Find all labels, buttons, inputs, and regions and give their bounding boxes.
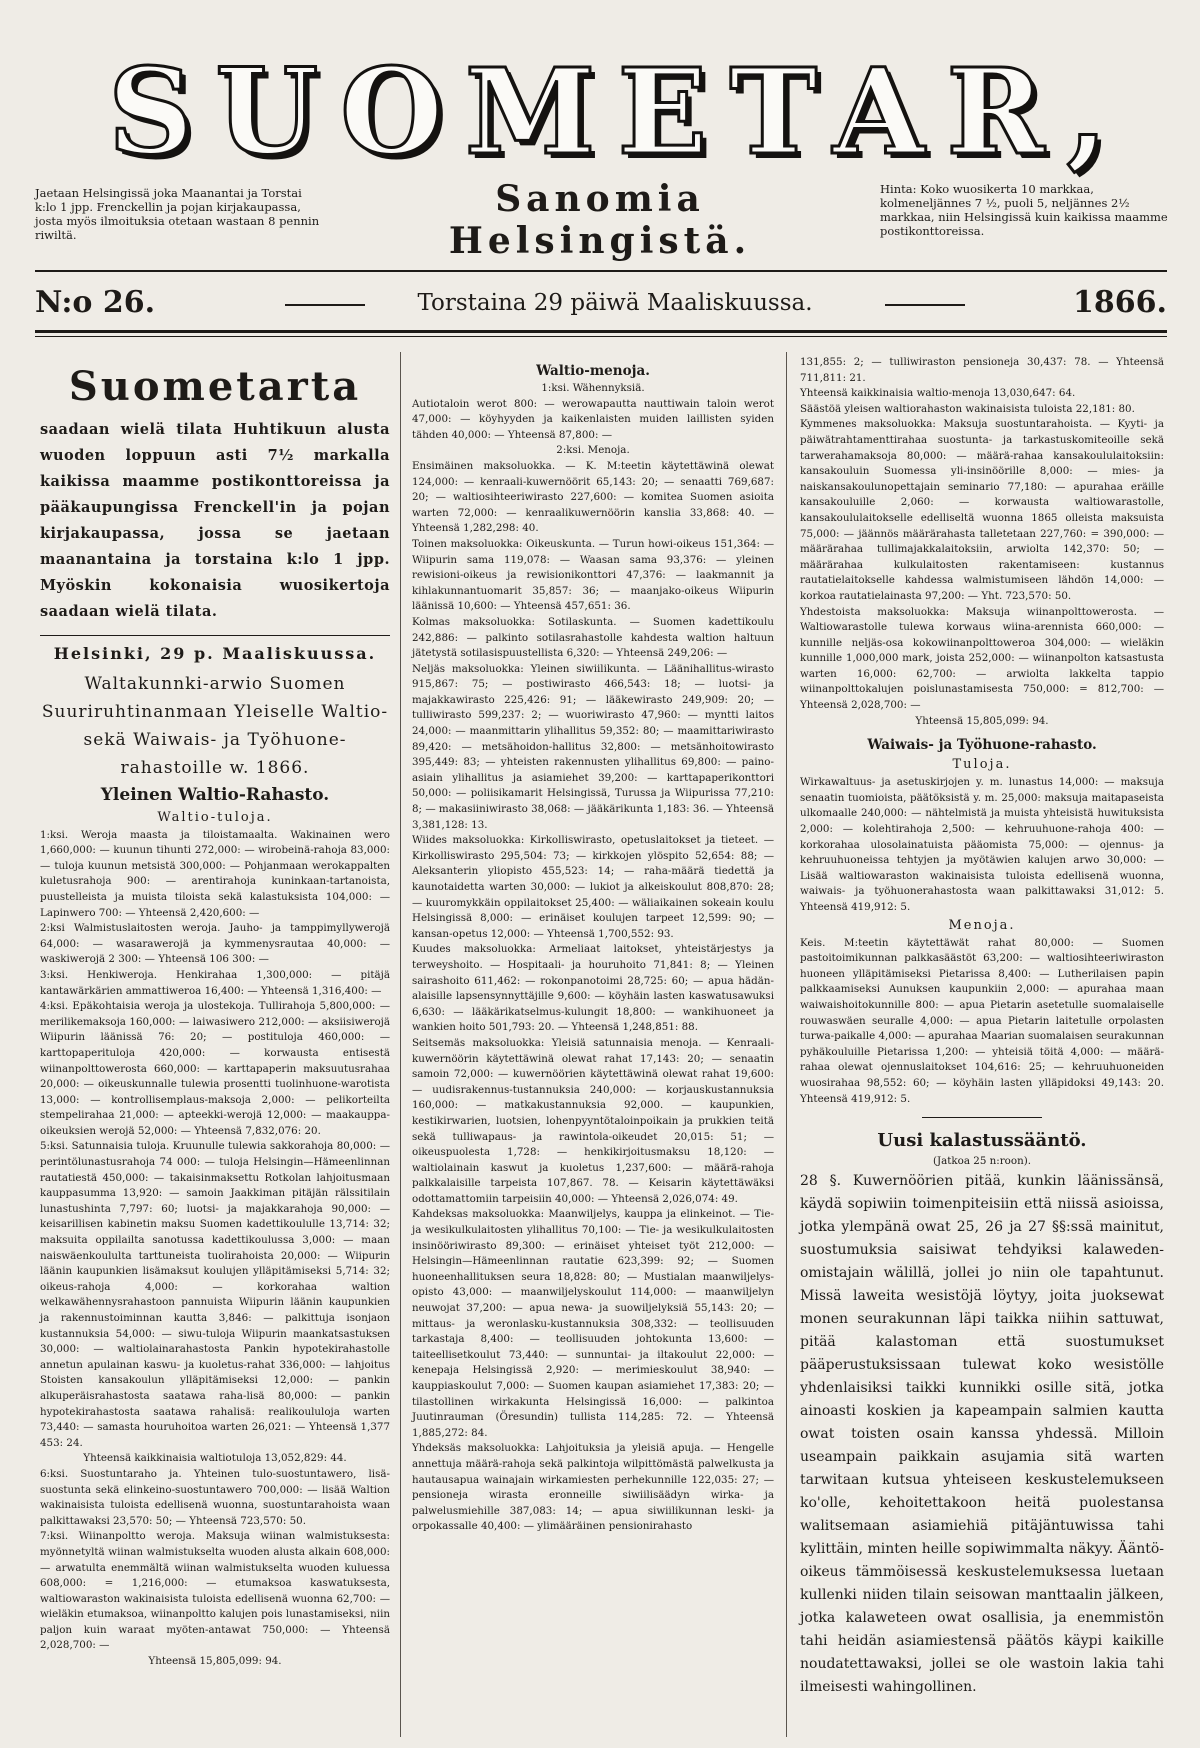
dateline-dash (285, 304, 365, 306)
expense-class: Kymmenes maksoluokka: Maksuja suostuntarahoista. — Kyyti- ja päiwätrahtamenttirahaa suostunta- ja tarkastuskomiteoille sekä tarwerahamaksoja 80,000: — määrä-rahaa kansakoululaitoksiin: kansakouluin Suomessa yli-insinöörille 8,000: — mies- ja naiskansakoulunopettajain seminario 77,180: — apurahaa eräille kansakouluille 2,060: — korwausta waltiowarastolle, kansakoululaitokselle edelliseltä wuonna 1865 olleista maksuista 75,000: — jäännös määrärahasta talletetaan 227,760: = 390,000: — määrärahaa tullimajakkalaitoksiin, arwiolta 142,370: 50; — määrärahaa kulkulaitosten rakentamiseen: kustannus rautatielaitokselle kahdessa walmistumiseen lähdön 14,000: — korkoa rautatielainasta 97,200: — Yht. 723,570: 50. (800, 418, 1164, 602)
expense-total: Yhteensä kaikkinaisia waltio-menoja 13,030,647: 64. (800, 387, 1076, 400)
budget-total: Yhteensä 15,805,099: 94. (148, 1655, 282, 1668)
budget-item: 2:ksi Walmistuslaitosten weroja. Jauho- ja tamppimyllywerojä 64,000: — wasarawerojä ja kymmenysrautaa 40,000: — waskiwerojä 2 300: — Yhteensä 106 300: — (40, 922, 390, 966)
expense-item: Autiotaloin werot 800: — werowapautta nauttiwain taloin werot 47,000: — köyhyyden ja kaikenlaisten muiden laillisten syiden tähden 40,000: — Yhteensä 87,800: — (412, 397, 774, 441)
expense-class: Ensimäinen maksoluokka. — K. M:teetin käytettäwinä olewat 124,000: — kenraali-kuwernöörit 65,143: 20; — senaatti 769,687: 20; — waltiosihteeriwirasto 227,600: — komitea Suomen asioita warten 72,000: — kenraalikuwernöörin kanslia 33,868: 40. — Yhteensä 1,282,298: 40. (412, 459, 774, 535)
poorhouse-income: Wirkawaltuus- ja asetuskirjojen y. m. lunastus 14,000: — maksuja senaatin tuomioista, päätöksistä y. m. 25,000: maksuja maitapaseista ulkomaalle 240,000: — nähtelmistä ja muista yhteisistä huwituksista 2,000: — kolehtirahoja 2,500: — kehruuhuone-rahoja 400: — korkorahaa ulosolainatuista pääomista 75,000: — ojennus- ja kehruuhuoneissa tehtyjen ja myötäwien kalujen arwo 30,000: — Lisää waltiowaraston wakinaisista tuloista edellisenä wuonna, waiwais- ja työhuonerahastosta waan palkittawaksi 31,012: 5. Yhteensä 419,912: 5. (800, 776, 1164, 913)
fishing-rules-body: 28 §. Kuwernöörien pitää, kunkin läänissänsä, käydä sopiwiin toimenpiteisiin että niissä asioissa, jotka ylempänä owat 25, 26 ja 27 §§:ssä mainitut, suostumuksia saisiwat tehdyiksi kalaweden-omistajain wälillä, jollei jo niin ole tapahtunut. Missä laweita wesistöjä löytyy, joita juoksewat monen seurakunnan läpi taikka niihin sattuwat, pitää kalastoman että suostumukset pääperustuksissaan tulewat koko wesistölle yhdenlaisiksi taikki kunnikki osille sitä, jotka ainoasti koskien ja kapeampain salmien kautta owat toisten osain kanssa yhdessä. Milloin useampain paikkain asujamia sitä warten tarwitaan kutsua yhteiseen keskustelemukseen ko'olle, kehoitettakoon heitä puolestansa walitsemaan asiamiehiä pitäjäntuwissa tahi kylittäin, minten heille sopiwimmalta näkyy. Ääntö-oikeus tämmöisessä keskustelemuksessa luetaan kullenki niiden tilain seisowan manttaalin jälkeen, jotka kalaweteen owat osallisia, ja enemmistön tahi heidän asiamiestensä päätös käypi kaikille noudatettawaksi, jollei se ole wastoin lakia tahi ilmeisesti wahingollinen. (800, 1172, 1164, 1695)
budget-item: 5:ksi. Satunnaisia tuloja. Kruunulle tulewia sakkorahoja 80,000: — perintölunastusrahoja 74 000: — tuloja Helsingin—Hämeenlinnan rautatiestä 450,000: — takaisinmaksettu Rotkolan lahjoitusmaan kauppasumma 13,920: — samoin Jaakkiman pitäjän rälssitilain lunastushinta 7,797: 60; luotsi- ja majakkarahoja 90,000: — keisarillisen kabinetin maksu Suomen kadettikoululle 13,714: 32; maksuita oppilailta sanotussa kadettikoulussa 3,000: — maan naiswäenkoululta tarttuneista tuolirahoista 20,000: — Wiipurin läänin kaupunkien lisämaksut koulujen ylläpitämiseksi 5,714: 32; oikeus-rahoja 4,000: — korkorahaa waltion welkawähennysrahastoon pannuista Wiipurin läänin kaupunkien ja rakennustoiminnan kautta 3,846: — palkittuja isonjaon kustannuksia 54,000: — siwu-tuloja Wiipurin maankatsastuksen 30,000: — waltiolainarahastosta Pankin hypotekirahastolle annetun apulainan kaswu- ja kuoletus-rahat 336,000: — lahjoitus Stoisten kansakoulun ylläpitämiseksi 12,000: — pankin alkuperäisrahastosta saatawa raha-lisä 80,000: — pankin hypotekirahastosta saatawa rahalisä: realikoululoja warten 73,440: — samasta houruhoitoa warten 26,021: — Yhteensä 1,377 453: 24. (40, 1140, 390, 1449)
column-2 (412, 355, 774, 1535)
expense-class: Wiides maksoluokka: Kirkolliswirasto, opetuslaitokset ja tieteet. — Kirkolliswirasto 295,504: 73; — kirkkojen ylöspito 52,654: 88; — Aleksanterin yliopisto 455,523: 14; — raha-määrä tiedettä ja kaunotaidetta warten 30,000: — lukiot ja alkeiskoulut 808,870: 28; — kuuromykkäin oppilaitokset 25,400: — wäliaikainen sokeain koulu Helsingissä 8,000: — erinäiset koulujen tarpeet 12,599: 90; — kansan-opetus 12,000: — Yhteensä 1,700,552: 93. (412, 834, 774, 940)
poorhouse-fund-heading: Waiwais- ja Työhuone-rahasto. (867, 737, 1097, 754)
place-date-heading: Helsinki, 29 p. Maaliskuussa. (53, 644, 377, 663)
column-divider (786, 352, 787, 1737)
budget-item: 4:ksi. Epäkohtaisia weroja ja ulostekoja. Tullirahoja 5,800,000: — merilikemaksoja 160,000: — laiwasiwero 212,000: — aksiisiwerojä Wiipurin läänissä 76: 20; — postituloja 460,000: — karttopaperituloja 420,000: — korwausta entisestä wiinanpolttowerosta 660,000: — karttapaperin maksuutusrahaa 20,000: — oikeuskunnalle tulewia prosentti tuolinhuone-warotista 13,000: — kontrollisemplaus-maksoja 2,000: — pelikorteilta stempelirahaa 21,000: — apteekki-werojä 12,000: — maakauppa-oikeuksien werojä 52,000: — Yhteensä 7,832,076: 20. (40, 1000, 390, 1137)
budget-item: 6:ksi. Suostuntaraho ja. Yhteinen tulo-suostuntawero, lisä-suostunta sekä elinkeino-suostuntawero 700,000: — lisää Waltion wakinaisista tuloista edellisenä wuonna, suostuntarahoista waan palkittawaksi 23,570: 50; — Yhteensä 723,570: 50. (40, 1467, 390, 1527)
column-divider (400, 352, 401, 1737)
budget-total: Yhteensä kaikkinaisia waltiotuloja 13,052,829: 44. (83, 1452, 347, 1465)
expense-class: Kahdeksas maksoluokka: Maanwiljelys, kauppa ja elinkeinot. — Tie- ja wesikulkulaitosten ylihallitus 70,100: — Tie- ja wesikulkulaitosten insinööriwirasto 89,300: — erinäiset yhteiset työt 212,000: — Helsingin—Hämeenlinnan rautatie 623,399: 92; — Suomen huoneenhallituksen seura 18,828: 80; — Mustialan maanwiljelys-opisto 43,000: — maanwiljelyskoulut 114,000: — maanwiljelyn neuwojat 37,200: — apua newa- ja suowiljelyksiä 55,143: 20; — mittaus- ja weronlasku-kustannuksia 308,332: — teollisuuden tarkastaja 8,400: — teollisuuden johtokunta 13,600: — taiteellisetkoulut 73,440: — sunnuntai- ja iltakoulut 22,000: — kenepaja Helsingissä 2,920: — merimieskoulut 38,940: — kauppiaskoulut 7,000: — Suomen kaupan asiamiehet 17,383: 20; — tilastollinen wirkakunta Helsingissä 16,000: — palkintoa Juutinrauman (Öresundin) tullista 114,285: 72. — Yhteensä 1,885,272: 84. (412, 1208, 774, 1439)
budget-headline: Waltakunnki-arwio Suomen Suuriruhtinanmaan Yleiselle Waltio- sekä Waiwais- ja Työhuone-rahastoille w. 1866. (41, 673, 389, 778)
dateline-dash (885, 304, 965, 306)
expense-class: Kolmas maksoluokka: Sotilaskunta. — Suomen kadettikoulu 242,886: — palkinto sotilasrahastolle kahdesta waltion haltuun jätetystä sotilasispuustellista 6,320: — Yhteensä 249,206: — (412, 615, 774, 660)
state-fund-heading: Yleinen Waltio-Rahasto. (100, 784, 330, 805)
issue-number: N:o 26. (35, 285, 156, 320)
expense-class: 131,855: 2; — tulliwiraston pensioneja 30,437: 78. — Yhteensä 711,811: 21. (800, 356, 1164, 384)
budget-item: 7:ksi. Wiinanpoltto weroja. Maksuja wiinan walmistuksesta: myönnetyltä wiinan walmistukselta wuoden alusta alkain 608,000: — arwatulta enemmältä wiinan walmistukselta wuoden kuluessa 608,000: = 1,216,000: — etumaksoa kaswatuksesta, waltiowaraston wakinaisista tuloista edellisenä wuonna 62,700: — wieläkin etumaksoa, wiinanpoltto kalujen pois lunastamiseksi, niin paljon kuin waraat myöten-antawat 750,000: — Yhteensä 2,028,700: — (40, 1530, 390, 1652)
expense-class: Yhdeksäs maksoluokka: Lahjoituksia ja yleisiä apuja. — Hengelle annettuja määrä-rahoja sekä palkintoja wilpittömästä palwelkusta ja hautausapua wainajain wirkamiesten perhekunnille 122,035: 27; — pensioneja wirasta eronneille siwiilisäädyn wirka- ja palwelusmiehille 387,083: 14; — apua siwiilikunnan leski- ja orpokassalle 40,400: — ylimääräinen pensionirahasto (412, 1442, 774, 1533)
dateline-rule (35, 330, 1167, 333)
poorhouse-income-heading: Tuloja. (952, 757, 1012, 773)
price-note: Hinta: Koko wuosikerta 10 markkaa, kolmeneljännes 7 ½, puoli 5, neljännes 2½ markkaa, niin Helsingissä kuin kaikissa maamme postikonttoreissa. (880, 182, 1168, 238)
fishing-rules-heading: Uusi kalastussääntö. (877, 1130, 1087, 1152)
masthead-subtitle: Sanomia Helsingistä. (448, 178, 752, 262)
issue-year: 1866. (1073, 285, 1167, 320)
deductions-heading: 1:ksi. Wähennyksiä. (541, 382, 645, 394)
divider (40, 635, 390, 636)
expenses-subheading: 2:ksi. Menoja. (556, 444, 630, 457)
issue-dateline (35, 283, 1167, 323)
budget-item: 1:ksi. Weroja maasta ja tiloistamaalta. Wakinainen wero 1,660,000: — kuunun tihunti 272,000: — wirobeinä-rahoja 83,000: — tuloja kuunun metsistä 300,000: — Pohjanmaan werokappalten kuletusrahoja 900: — arentirahoja kuninkaan-tartanoista, puustelleista ja muista tiloista sekä kalastuksista 104,000: — Lapinwero 700: — Yhteensä 2,420,600: — (40, 828, 390, 919)
poorhouse-expenses: Keis. M:teetin käytettäwät rahat 80,000: — Suomen pastoitoimikunnan palkkasäästöt 63,200: — waltiosihteeriwiraston huoneen ylläpitämiseksi Pietarissa 8,400: — Lutherilaisen papin palkkaamiseksi Aunuksen kaupunkiin 2,000: — apurahaa maan waiwaishoitokunnille 800: — apua Pietarin asetetulle suomalaiselle rouwaswäen seuralle 4,000: — apua Pietarin laitetulle orpolasten turwa-paikalle 4,000: — apurahaa Maarian suomalaisen seurakunnan pyhäkouluille Pietarissa 1,200: — yhteisiä töitä 4,000: — määrä-rahaa olewat ojennuslaitokset 104,616: 25; — kehruuhuoneiden wuosirahaa 98,552: 60; — köyhäin lasten ylläpidoksi 49,143: 20. Yhteensä 419,912: 5. (800, 936, 1164, 1105)
masthead-title: SUOMETAR, (108, 42, 1130, 181)
expense-class: Seitsemäs maksoluokka: Yleisiä satunnaisia menoja. — Kenraali-kuwernöörin käytettäwinä olewat rahat 17,143: 20; — senaatin samoin 72,000: — kuwernöörien käytettäwinä olewat rahat 19,600: — uudisrakennus-tustannuksia 240,000: — korjauskustannuksia 160,000: — matkakustannuksia 92,000. — kaupunkien, kestikirwarien, luotsien, lohenpyyntötaloinpoikain ja prukkien teitä sekä tulliwapaus- ja rawintola-oikeudet 20,015: 51; — oikeuspuolesta 1,728: — henkikirjoitusmaksu 18,120: — waltiolainain kaswut ja kuoletus 1,237,600: — määrä-rahoja palkkalaisille tarpeista 107,867. 78. — Keisarin käytettäwäksi odottamattomiin tarpeisiin 40,000: — Yhteensä 2,026,074: 49. (412, 1036, 774, 1205)
column-3 (800, 355, 1164, 1699)
state-income-heading: Waltio-tuloja. (157, 809, 273, 825)
budget-item: 3:ksi. Henkiweroja. Henkirahaa 1,300,000: — pitäjä kantawärkärien ammattiweroa 16,400: — Yhteensä 1,316,400: — (40, 968, 390, 997)
masthead-rule (35, 270, 1167, 272)
divider (922, 1117, 1042, 1118)
expense-class: Yhdestoista maksoluokka: Maksuja wiinanpolttowerosta. — Waltiowarastolle tulewa korwaus wiina-arennista 660,000: — kunnille neljäs-osa kokowiinanpolttoweroa 304,000: — wieläkin kunnille 1,000,000 mark, joista 252,000: — wiinanpolton katsastusta warten 16,000: 62,700: — arwiolta lakkelta tappio wiinanpolttokalujen poislunastamisesta 750,000: = 812,700: — Yhteensä 2,028,700: — (800, 605, 1164, 712)
distribution-note: Jaetaan Helsingissä joka Maanantai ja Torstai k:lo 1 jpp. Frenckellin ja pojan kirjakaupassa, josta myös ilmoituksia otetaan wastaan 8 pennin riwiltä. (35, 186, 320, 242)
subscription-notice-heading: Suometarta (68, 363, 362, 410)
poorhouse-expenses-heading: Menoja. (948, 917, 1016, 933)
dateline-rule-thin (35, 336, 1167, 337)
fishing-rules-continuation: (Jatkoa 25 n:roon). (933, 1155, 1031, 1168)
surplus-line: Säästöä yleisen waltiorahaston wakinaisista tuloista 22,181: 80. (800, 402, 1135, 415)
expense-class: Toinen maksoluokka: Oikeuskunta. — Turun howi-oikeus 151,364: — Wiipurin sama 119,078: — Waasan sama 93,376: — yleinen rewisioni-oikeus ja rewisionikonttori 47,376: — laakmannit ja kihlakunnantuomarit 35,857: 36; — maanjako-oikeus Wiipurin läänissä 10,600: — Yhteensä 457,651: 36. (412, 537, 774, 613)
state-expenses-heading: Waltio-menoja. (536, 363, 650, 379)
expense-total: Yhteensä 15,805,099: 94. (915, 714, 1049, 727)
expense-class: Kuudes maksoluokka: Armeliaat laitokset, yhteistärjestys ja terweyshoito. — Hospitaali- ja houruhoito 71,841: 8; — Yleinen sairashoito 611,462: — rokonpanotoimi 28,725: 60; — apua hädän-alaisille lapsensynnyttäjille 9,600: — köyhäin lasten kaswatusawuksi 6,630: — lääkärikatselmus-kulungit 18,800: — wankihuoneet ja wankien hoito 501,793: 20. — Yhteensä 1,248,851: 88. (412, 943, 774, 1034)
expense-class: Neljäs maksoluokka: Yleinen siwiilikunta. — Läänihallitus-wirasto 915,867: 75; — postiwirasto 466,543: 18; — luotsi- ja majakkawirasto 225,426: 91; — lääkewirasto 249,909: 20; — tulliwirasto 599,237: 2; — wuoriwirasto 47,960: — myntti laitos 24,000: — maanmittarin ylihallitus 59,352: 80; — maamittariwirasto 89,420: — metsähoidon-hallitus 32,800: — metsänhoitowirasto 395,449: 83; — yhteisten rakennusten ylihallitus 69,800: — paino-asiain ylihallitus ja asiamiehet 39,200: — karttapaperikonttori 50,000: — poliisikamarit Helsingissä, Turussa ja Wiipurissa 77,210: 8; — makasiiniwirasto 38,068: — jääkärikunta 1,183: 36. — Yhteensä 3,381,128: 13. (412, 662, 774, 831)
subscription-notice-body: saadaan wielä tilata Huhtikuun alusta wuoden loppuun asti 7½ markalla kaikissa maamme postikonttoreissa ja pääkaupungissa Frenckell'in ja pojan kirjakaupassa, jossa se jaetaan maanantaina ja torstaina k:lo 1 jpp. Myöskin kokonaisia wuosikertoja saadaan wielä tilata. (40, 421, 390, 620)
column-1 (40, 355, 390, 1670)
issue-date: Torstaina 29 päiwä Maaliskuussa. (417, 290, 813, 316)
